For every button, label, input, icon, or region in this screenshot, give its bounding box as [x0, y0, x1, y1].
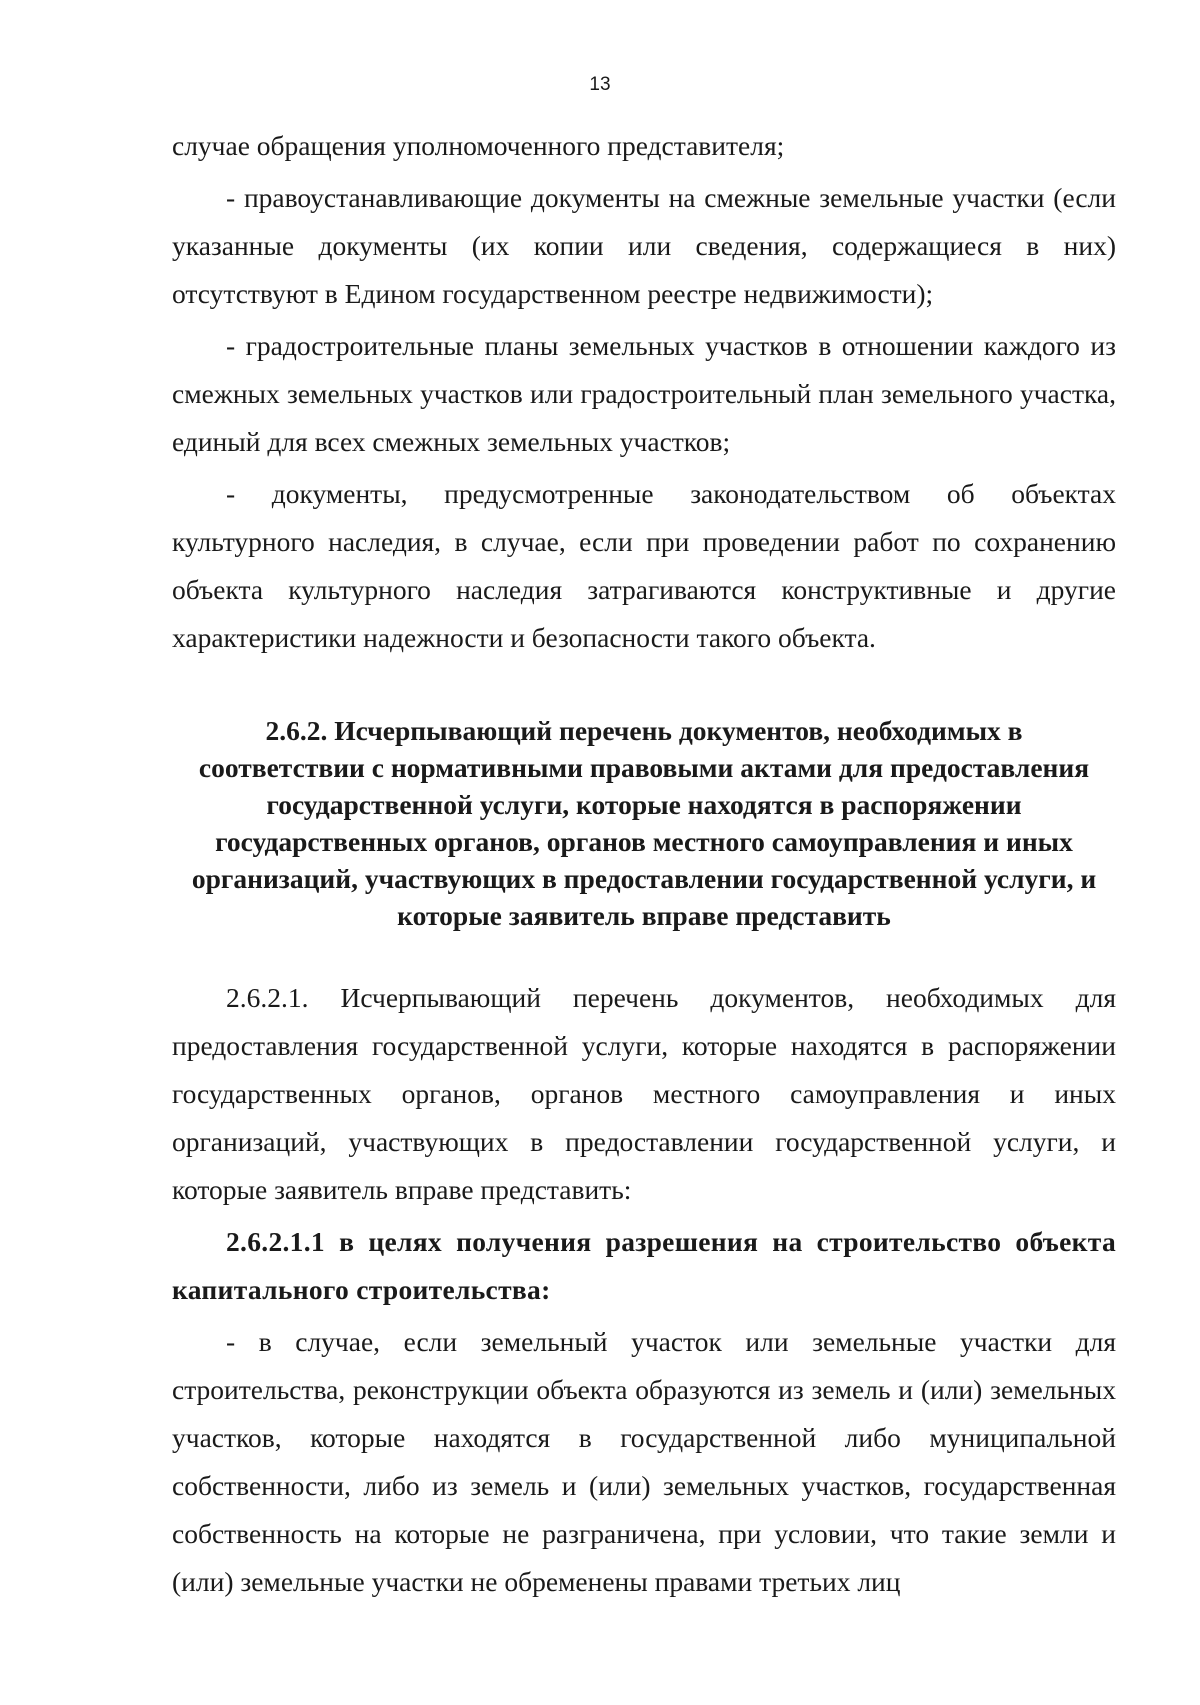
paragraph-continuation: случае обращения уполномоченного представителя;: [172, 130, 785, 161]
list-item-cultural-heritage-documents: - документы, предусмотренные законодательством об объектах культурного наследия, в случае, если при проведении работ по сохранению объекта культурного наследия затрагиваются конструктивные и другие характеристики надежности и безопасности такого объекта.: [172, 478, 1116, 653]
page-number: 13: [589, 74, 611, 95]
document-body: [172, 122, 1116, 1606]
list-item-land-plots: - в случае, если земельный участок или земельные участки для строительства, реконструкции объекта образуются из земель и (или) земельных участков, которые находятся в государственной либо муниципальной собственности, либо из земель и (или) земельных участков, государственная собственность на которые не разграничена, при условии, что такие земли и (или) земельные участки не обременены правами третьих лиц: [172, 1326, 1116, 1597]
paragraph-2-6-2-1: 2.6.2.1. Исчерпывающий перечень документов, необходимых для предоставления государственной услуги, которые находятся в распоряжении государственных органов, органов местного самоуправления и иных организаций, участвующих в предоставлении государственной услуги, и которые заявитель вправе представить:: [172, 982, 1116, 1205]
list-item-adjacent-plots-documents: - правоустанавливающие документы на смежные земельные участки (если указанные документы (их копии или сведения, содержащиеся в них) отсутствуют в Едином государственном реестре недвижимости);: [172, 182, 1116, 309]
list-item-urban-planning-plans: - градостроительные планы земельных участков в отношении каждого из смежных земельных участков или градостроительный план земельного участка, единый для всех смежных земельных участков;: [172, 330, 1116, 457]
paragraph-2-6-2-1-1: 2.6.2.1.1 в целях получения разрешения на строительство объекта капитального строительства:: [172, 1226, 1116, 1305]
section-heading: 2.6.2. Исчерпывающий перечень документов, необходимых в соответствии с нормативными правовыми актами для предоставления государственной услуги, которые находятся в распоряжении государственных органов, органов местного самоуправления и иных организаций, участвующих в предоставлении государственной услуги, и которые заявитель вправе представить: [191, 715, 1097, 931]
